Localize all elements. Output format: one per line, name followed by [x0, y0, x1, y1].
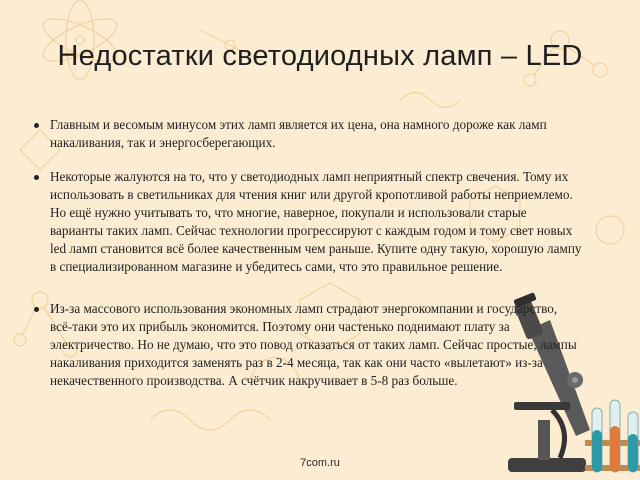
bullet-list	[34, 116, 582, 406]
bullet-dot-icon	[34, 123, 39, 128]
bullet-item	[34, 116, 582, 152]
bullet-item	[34, 300, 582, 390]
bullet-dot-icon	[34, 175, 39, 180]
bullet-text: Главным и весомым минусом этих ламп является их цена, она намного дороже как ламп накаливания, так и энергосберегающих.	[50, 117, 547, 150]
bullet-text: Из-за массового использования экономных ламп страдают энергокомпании и государство, всё-таки это их прибыль экономится. Поэтому они частенько поднимают плату за электричество. Но не думаю, что это повод отказаться от таких ламп. Сейчас простые, лампы накаливания приходится заменять раз в 2-4 месяца, так как они часто «вылетают» из-за некачественного производства. А счётчик накручивает в 5-8 раз больше.	[50, 301, 577, 388]
bullet-item	[34, 168, 582, 276]
bullet-dot-icon	[34, 307, 39, 312]
bullet-text: Некоторые жалуются на то, что у светодиодных ламп неприятный спектр свечения. Тому их использовать в светильниках для чтения книг или другой кропотливой работы неприемлемо. Но ещё нужно учитывать то, что многие, наверное, покупали и использовали старые варианты таких ламп. Сейчас технологии прогрессируют с каждым годом и тому свет новых led ламп становится всё более качественным чем раньше. Купите одну такую, хорошую лампу в специализированном магазине и убедитесь сами, что это правильное решение.	[50, 169, 582, 274]
slide-title: Недостатки светодиодных ламп – LED	[57, 40, 583, 72]
footer-site-label: 7com.ru	[300, 457, 340, 469]
